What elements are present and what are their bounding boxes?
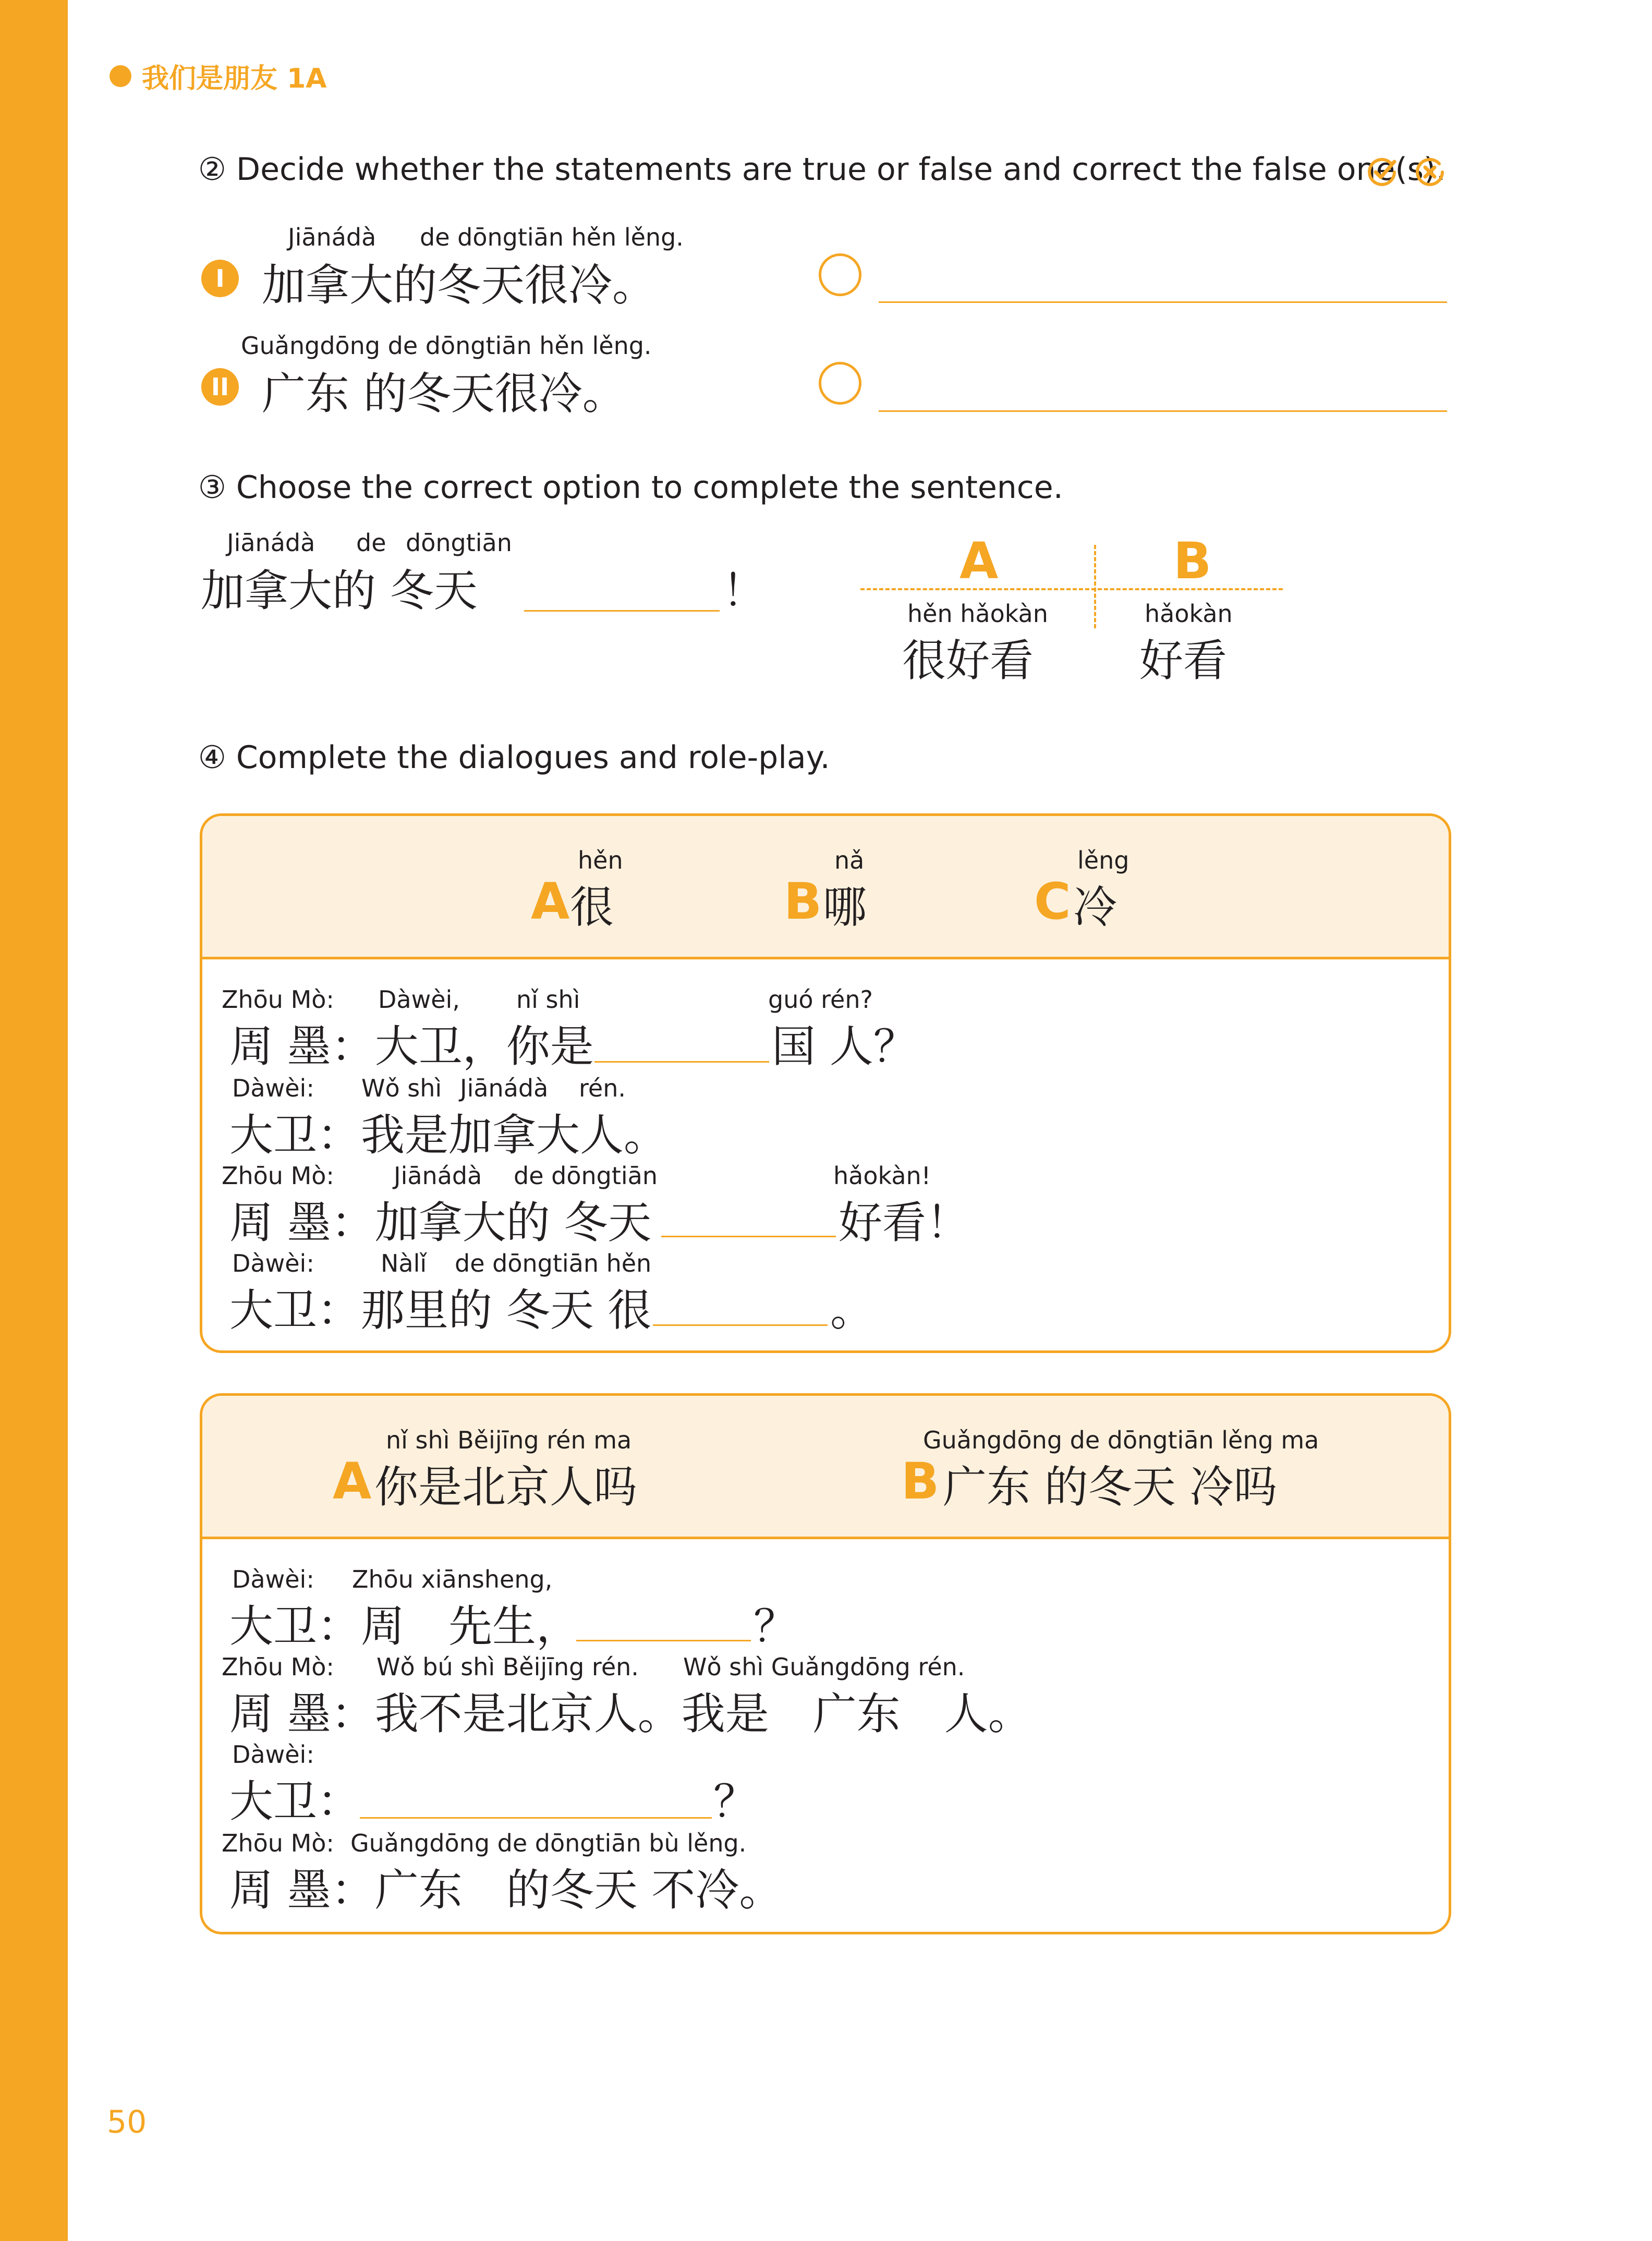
- ex2-item1-tf-circle[interactable]: [819, 253, 861, 296]
- box1-line3-speaker-pinyin: Zhōu Mò:: [222, 1162, 334, 1190]
- dialogue-box-1-options: [202, 816, 1449, 959]
- ex2-item2-pinyin: Guǎngdōng de dōngtiān hěn lěng.: [241, 332, 652, 360]
- box2-line1-blank[interactable]: [576, 1640, 751, 1641]
- box2-line1-hanzi: 大卫：周 先生，: [229, 1601, 580, 1652]
- box2-option-a-hanzi[interactable]: 你是北京人吗: [374, 1461, 638, 1513]
- box2-line4-speaker-pinyin: Zhōu Mò:: [222, 1829, 334, 1857]
- box1-line1-hanzi-end: 国 人？: [772, 1021, 917, 1072]
- ex3-answer-line[interactable]: [524, 610, 720, 612]
- ex2-item1-answer-line[interactable]: [879, 301, 1447, 303]
- box1-option-a-letter: A: [531, 872, 570, 931]
- box2-line2-pinyin-b: Wǒ shì Guǎngdōng rén.: [683, 1653, 965, 1681]
- ex2-item1-hanzi: 加拿大的冬天很冷。: [262, 260, 657, 311]
- ex4-instruction: ④ Complete the dialogues and role-play.: [198, 739, 830, 776]
- box1-line1-speaker-pinyin: Zhōu Mò:: [222, 985, 334, 1014]
- box2-line4-hanzi: 周 墨：广东 的冬天 不冷。: [229, 1865, 783, 1916]
- box1-line2-hanzi: 大卫：我是加拿大人。: [229, 1110, 668, 1161]
- ex3-instruction: ③ Choose the correct option to complete the sentence.: [198, 469, 1063, 506]
- box1-line3-hanzi: 周 墨：加拿大的 冬天: [229, 1197, 652, 1248]
- box1-line2-pinyin-c: rén.: [579, 1074, 626, 1102]
- ex3-pinyin-a: Jiānádà: [227, 529, 315, 557]
- ex3-pinyin-c: dōngtiān: [406, 529, 512, 557]
- box1-line1-hanzi: 周 墨：大卫，你是: [229, 1021, 594, 1072]
- box1-line4-hanzi-end: 。: [830, 1285, 874, 1336]
- ex3-end-mark: ！: [722, 565, 767, 616]
- box1-option-a-hanzi[interactable]: 很: [570, 882, 614, 933]
- box1-option-b-letter: B: [784, 872, 822, 931]
- box1-line1-pinyin-a: Dàwèi,: [378, 985, 460, 1014]
- box2-line1-speaker-pinyin: Dàwèi:: [232, 1565, 314, 1593]
- box1-option-c-pinyin: lěng: [1077, 846, 1129, 874]
- ex3-pinyin-b: de: [356, 529, 386, 557]
- ex2-item2-number: II: [201, 368, 239, 406]
- box1-option-b-pinyin: nǎ: [834, 846, 865, 874]
- box1-line4-speaker-pinyin: Dàwèi:: [232, 1249, 314, 1277]
- ex3-option-b-letter: B: [1173, 532, 1212, 590]
- box1-line1-pinyin-b: nǐ shì: [516, 985, 580, 1014]
- page-number: 50: [107, 2104, 147, 2140]
- box1-option-b-hanzi[interactable]: 哪: [823, 882, 867, 933]
- box1-line3-hanzi-end: 好看！: [839, 1197, 970, 1248]
- box2-option-a-letter: A: [333, 1452, 372, 1511]
- ex2-item1-pinyin-a: Jiānádà: [288, 223, 376, 251]
- box1-line3-pinyin-a: Jiānádà: [394, 1162, 482, 1190]
- ex2-item1-pinyin-b: de dōngtiān hěn lěng.: [420, 223, 684, 251]
- side-bar: [0, 0, 68, 2241]
- box2-option-b-hanzi[interactable]: 广东 的冬天 冷吗: [943, 1461, 1278, 1513]
- box1-line3-blank[interactable]: [661, 1236, 836, 1237]
- ex3-option-a-pinyin: hěn hǎokàn: [907, 600, 1048, 628]
- ex2-item1-number: I: [201, 260, 239, 297]
- ex3-sentence: 加拿大的 冬天: [201, 565, 478, 616]
- box1-line2-speaker-pinyin: Dàwèi:: [232, 1074, 314, 1102]
- box2-line1-pinyin-a: Zhōu xiānsheng,: [352, 1565, 553, 1593]
- box2-line3-hanzi-end: ？: [713, 1776, 758, 1827]
- box1-line4-hanzi: 大卫：那里的 冬天 很: [229, 1285, 652, 1336]
- box1-line1-pinyin-c: guó rén?: [768, 985, 873, 1014]
- box2-line4-pinyin-a: Guǎngdōng de dōngtiān bù lěng.: [350, 1829, 747, 1857]
- ex2-item2-answer-line[interactable]: [879, 410, 1447, 412]
- box1-option-c-letter: C: [1034, 872, 1071, 931]
- ex2-item2-hanzi: 广东 的冬天很冷。: [262, 368, 626, 419]
- box1-line4-pinyin-b: de dōngtiān hěn: [455, 1249, 652, 1277]
- ex3-option-b-pinyin: hǎokàn: [1145, 600, 1233, 628]
- ex2-instruction: ② Decide whether the statements are true or false and correct the false one(s).: [198, 151, 1446, 188]
- check-icon: [1366, 156, 1398, 188]
- header-title: 我们是朋友 1A: [142, 63, 327, 94]
- box1-line2-pinyin-b: Jiānádà: [460, 1074, 549, 1102]
- box1-line3-pinyin-c: hǎokàn!: [833, 1162, 931, 1190]
- box2-line2-pinyin-a: Wǒ bú shì Běijīng rén.: [376, 1653, 639, 1681]
- ex3-option-b-hanzi[interactable]: 好看: [1139, 635, 1228, 686]
- box1-line2-pinyin-a: Wǒ shì: [361, 1074, 442, 1102]
- box1-line4-pinyin-a: Nàlǐ: [381, 1249, 427, 1277]
- box2-line2-hanzi: 周 墨：我不是北京人。我是 广东 人。: [229, 1688, 1032, 1739]
- ex2-item2-tf-circle[interactable]: [819, 362, 861, 405]
- box2-line3-blank[interactable]: [360, 1817, 712, 1819]
- header-bullet-icon: [110, 65, 131, 87]
- box1-line1-blank[interactable]: [594, 1061, 769, 1063]
- box1-line3-pinyin-b: de dōngtiān: [514, 1162, 658, 1190]
- box2-option-a-pinyin: nǐ shì Běijīng rén ma: [386, 1426, 632, 1454]
- ex3-options-divider-v: [1094, 545, 1096, 628]
- box2-line3-speaker-pinyin: Dàwèi:: [232, 1740, 314, 1769]
- box1-option-a-pinyin: hěn: [578, 846, 623, 874]
- ex3-option-a-hanzi[interactable]: 很好看: [902, 635, 1034, 686]
- box1-option-c-hanzi[interactable]: 冷: [1073, 882, 1117, 933]
- box2-option-b-letter: B: [901, 1452, 940, 1511]
- box2-line3-hanzi: 大卫：: [229, 1776, 361, 1827]
- box2-option-b-pinyin: Guǎngdōng de dōngtiān lěng ma: [923, 1426, 1319, 1454]
- dialogue-box-2-options: [202, 1396, 1449, 1539]
- cross-icon: [1414, 156, 1446, 188]
- ex3-options-divider-h: [860, 588, 1283, 590]
- box2-line2-speaker-pinyin: Zhōu Mò:: [222, 1653, 334, 1681]
- box2-line1-hanzi-end: ？: [754, 1601, 798, 1652]
- box1-line4-blank[interactable]: [653, 1324, 828, 1326]
- ex3-option-a-letter: A: [959, 532, 999, 590]
